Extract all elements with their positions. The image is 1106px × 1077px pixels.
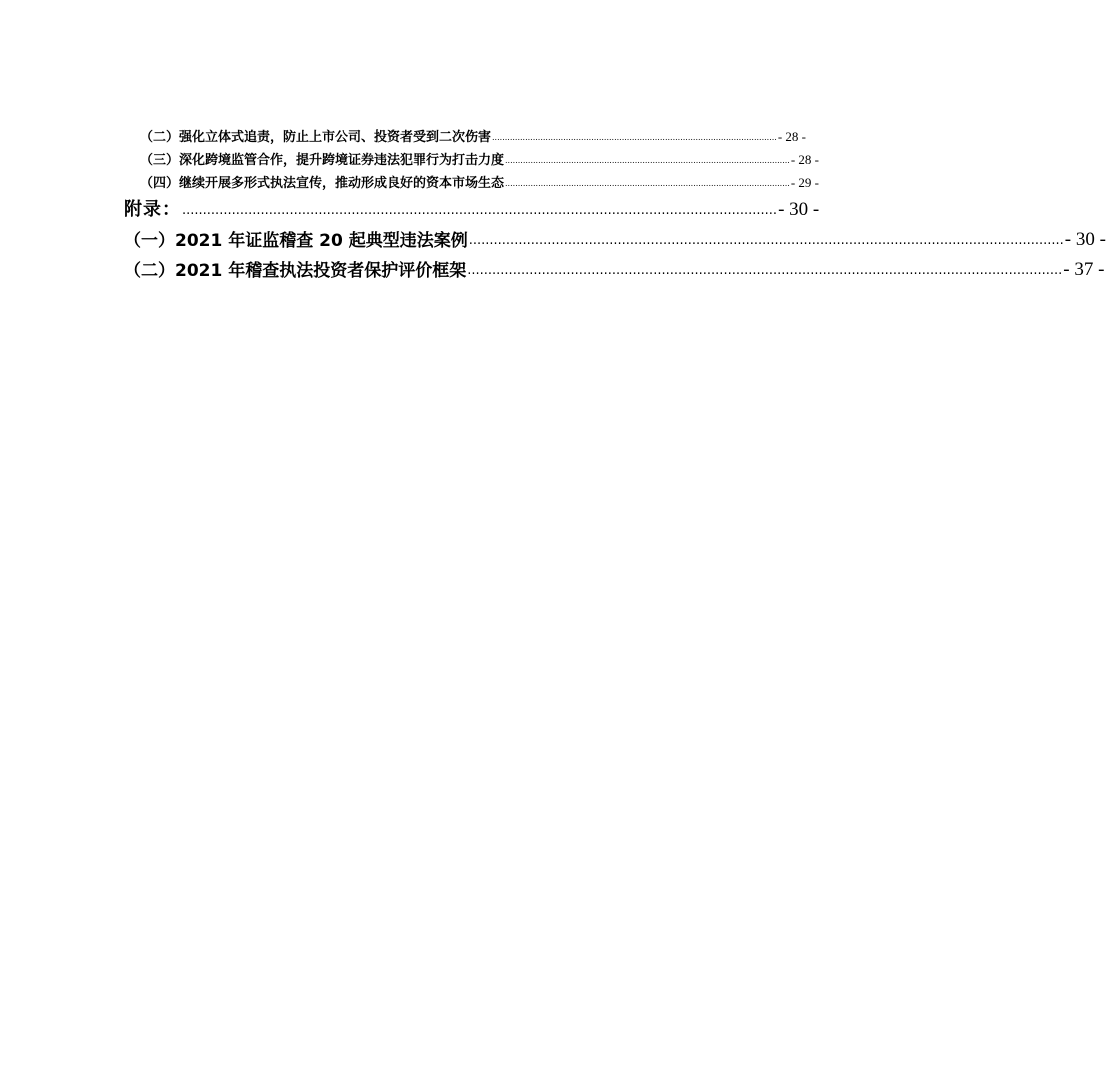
toc-entry-page: - 37 - [1063,259,1105,280]
toc-entry-title: （二）强化立体式追责，防止上市公司、投资者受到二次伤害 [140,130,492,145]
toc-entry-page: - 28 - [777,129,806,144]
toc-entry-page: - 28 - [790,152,819,167]
toc-entry-appendix[interactable] [124,193,820,221]
toc-entry-page: - 30 - [1064,229,1106,250]
dot-leader: ................................................................................................................ [505,156,790,165]
dot-leader: ................................................................................................................................................ [468,233,1064,248]
toc-entry-evaluation-framework[interactable] [124,253,1105,281]
toc-entry-title: （一）2021 年证监稽查 20 起典型违法案例 [124,231,468,251]
toc-entry-publicity[interactable] [140,169,819,191]
dot-leader: ................................................................................................................ [505,179,790,188]
toc-entry-typical-cases[interactable] [124,223,1106,251]
dot-leader: ................................................................................................................................................ [467,263,1063,278]
toc-entry-title: （二）2021 年稽查执法投资者保护评价框架 [124,261,467,281]
toc-entry-page: - 29 - [790,175,819,190]
toc-entry-title: 附录： [124,199,181,220]
toc-entry-cross-border[interactable] [140,146,819,168]
toc-entry-title: （四）继续开展多形式执法宣传，推动形成良好的资本市场生态 [140,176,505,191]
dot-leader: ................................................................................................................................................ [182,203,778,218]
toc-entry-page: - 30 - [778,199,820,220]
toc-entry-title: （三）深化跨境监管合作，提升跨境证券违法犯罪行为打击力度 [140,153,505,168]
dot-leader: ................................................................................................................ [492,133,777,142]
toc-entry-accountability[interactable] [140,123,806,145]
